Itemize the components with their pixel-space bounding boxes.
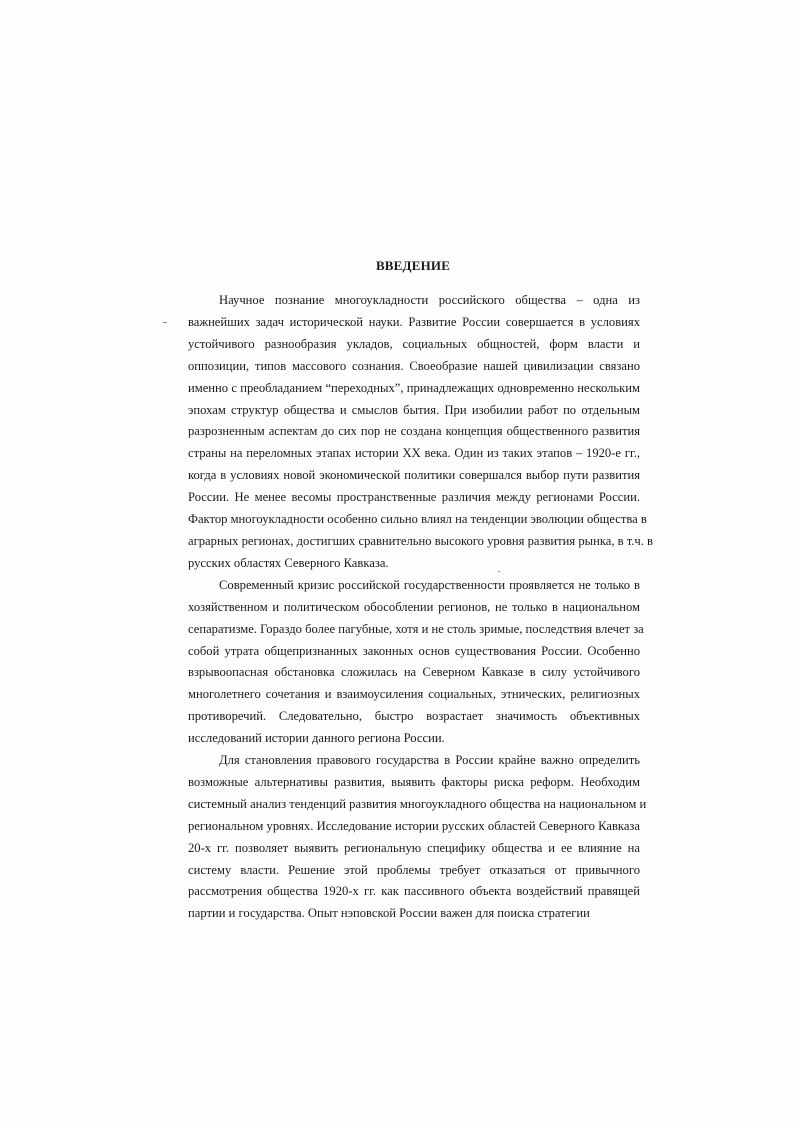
paragraph-line: Научное познание многоукладности российского общества – одна из [219, 293, 640, 307]
paragraph-line: русских областях Северного Кавказа. [188, 555, 389, 570]
paragraph-line: 20-х гг. позволяет выявить региональную специфику общества и ее влияние на [188, 840, 640, 855]
paragraph-line: взрывоопасная обстановка сложилась на Северном Кавказе в силу устойчивого [188, 665, 640, 680]
paragraph-line: рассмотрения общества 1920-х гг. как пассивного объекта воздействий правящей [188, 884, 640, 899]
paragraph-line: противоречий. Следовательно, быстро возрастает значимость объективных [188, 709, 640, 724]
paragraph-line: устойчивого разнообразия укладов, социальных общностей, форм власти и [188, 336, 640, 351]
paragraph-line: исследований истории данного региона России. [188, 731, 445, 746]
paragraph-line: аграрных регионах, достигших сравнительно высокого уровня развития рынка, в т.ч. в [188, 533, 654, 548]
paragraph-line: партии и государства. Опыт нэповской России важен для поиска стратегии [188, 906, 590, 921]
paragraph-line: системный анализ тенденций развития многоукладного общества на национальном и [188, 796, 647, 811]
scan-speck [163, 322, 167, 323]
paragraph-line: страны на переломных этапах истории XX века. Один из таких этапов – 1920-е гг., [188, 446, 640, 461]
paragraph-line: многолетнего сочетания и взаимоусиления социальных, этнических, религиозных [188, 687, 640, 702]
paragraph-line: Современный кризис российской государственности проявляется не только в [219, 577, 640, 592]
paragraph-line: собой утрата общепризнанных законных основ существования России. Особенно [188, 643, 640, 658]
paragraph-line: разрозненным аспектам до сих пор не создана концепция общественного развития [188, 424, 640, 439]
paragraph [188, 290, 654, 575]
document-body [188, 290, 654, 925]
paragraph-line: оппозиции, типов массового сознания. Своеобразие нашей цивилизации связано [188, 358, 640, 373]
paragraph-line: России. Не менее весомы пространственные различия между регионами России. [188, 490, 640, 505]
paragraph [188, 750, 647, 925]
document-title: ВВЕДЕНИЕ [375, 258, 451, 273]
paragraph-line: когда в условиях новой экономической политики совершался выбор пути развития [188, 468, 640, 483]
paragraph-line: Для становления правового государства в России крайне важно определить [219, 753, 640, 768]
paragraph-line: хозяйственном и политическом обособлении регионов, не только в национальном [188, 599, 640, 614]
paragraph-line: именно с преобладанием “переходных”, принадлежащих одновременно нескольким [188, 380, 640, 395]
paragraph-line: сепаратизме. Гораздо более пагубные, хотя и не столь зримые, последствия влечет за [188, 621, 644, 636]
paragraph-line: Фактор многоукладности особенно сильно влиял на тенденции эволюции общества в [188, 512, 647, 527]
paragraph-line: возможные альтернативы развития, выявить факторы риска реформ. Необходим [188, 774, 640, 789]
paragraph-line: важнейших задач исторической науки. Развитие России совершается в условиях [188, 314, 640, 329]
paragraph-line: эпохам структур общества и смыслов бытия. При изобилии работ по отдельным [188, 402, 640, 417]
paragraph-line: систему власти. Решение этой проблемы требует отказаться от привычного [188, 862, 640, 877]
paragraph-line: региональном уровнях. Исследование истории русских областей Северного Кавказа [188, 818, 640, 833]
paragraph [188, 575, 644, 750]
